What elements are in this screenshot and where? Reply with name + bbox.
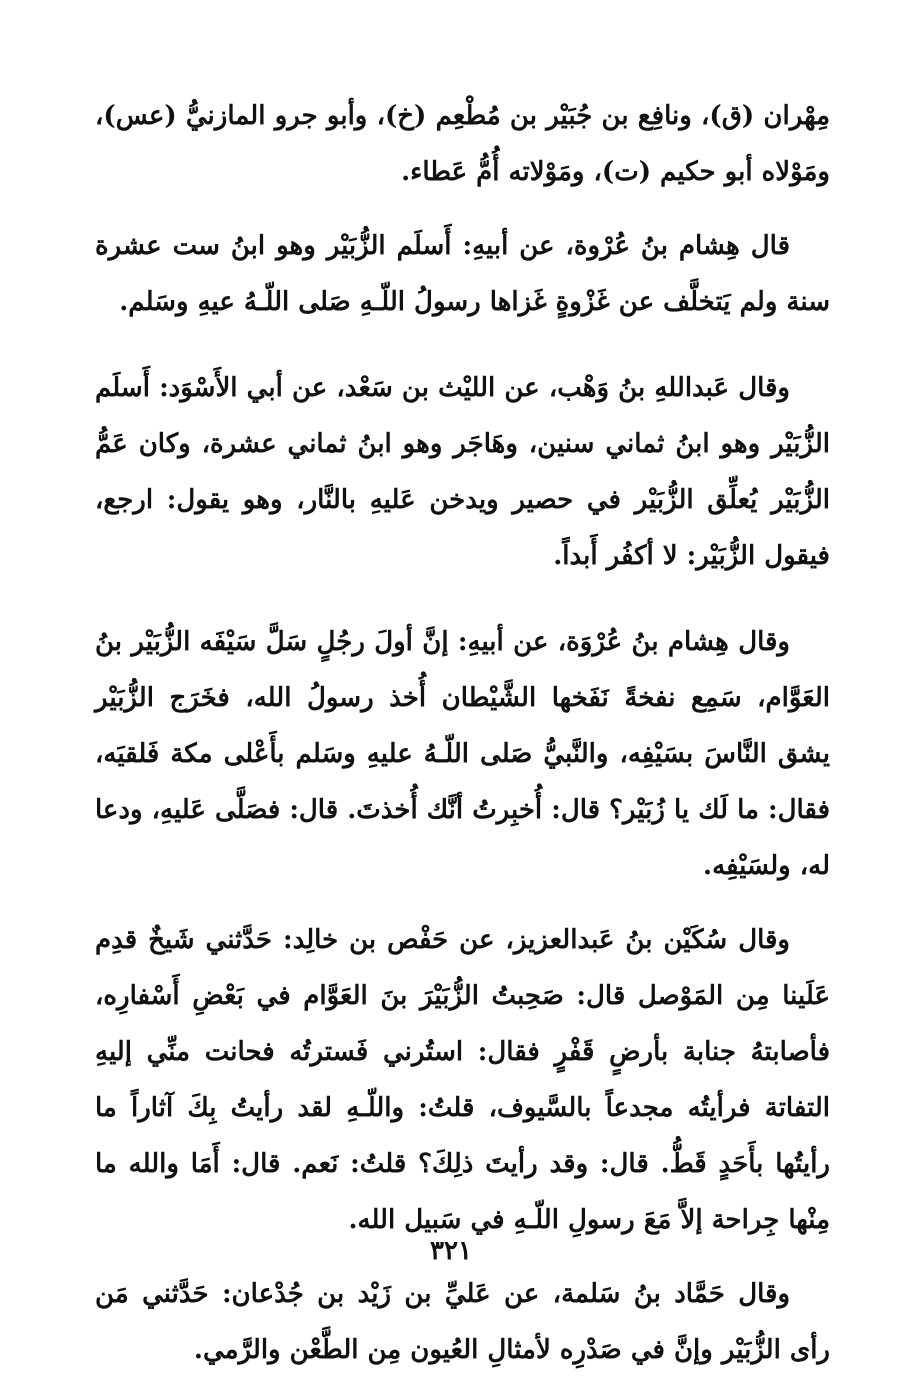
paragraph-6: وقال حَمَّاد بنُ سَلمة، عن عَليِّ بن زَيْد بن جُدْعان: حَدَّثني مَن رأى الزُّبَيْر وإنَّ في صَدْرِه لأمثالِ العُيون مِن الطَّعْن والرَّمي. <box>95 1279 830 1365</box>
paragraph-5: وقال سُكَيْن بنُ عَبدالعزيز، عن حَفْص بن خالِد: حَدَّثني شَيخٌ قدِم عَلَينا مِن المَوْصل قال: صَحِبتُ الزُّبَيْرَ بنَ العَوَّام في بَعْضِ أَسْفارِه، فأصابتهُ جنابة بأرضٍ قَفْرٍ فقال: استُرني فَسترتُه فحانت منِّي إليهِ التفاتة فرأيتُه مجدعاً بالسَّيوف، قلتُ: واللّـهِ لقد رأيتُ بِكَ آثاراً ما رأيتُها بأَحَدٍ قَطُّ. قال: وقد رأيتَ ذلِكَ؟ قلتُ: نَعم. قال: أَمَا والله ما مِنْها جِراحة إلاَّ مَعَ رسولِ اللّـهِ في سَبيل الله. <box>95 925 830 1235</box>
paragraph-2: قال هِشام بنُ عُرْوة، عن أبيهِ: أَسلَم الزُّبَيْر وهو ابنُ ست عشرة سنة ولم يَتخلَّف عن غَزْوةٍ غَزاها رسولُ اللّـهِ صَلى اللّـهُ عيهِ وسَلم. <box>95 231 830 317</box>
paragraph-1: مِهْران (ق)، ونافِع بن جُبَيْر بن مُطْعِم (خ)، وأبو جرو المازنيُّ (عس)، ومَوْلاه أبو حكيم (ت)، ومَوْلاته أُمُّ عَطاء. <box>95 101 830 187</box>
page-number: ٣٢١ <box>430 1236 472 1266</box>
paragraph-3: وقال عَبداللهِ بنُ وَهْب، عن الليْث بن سَعْد، عن أبي الأَسْوَد: أَسلَم الزُّبَيْر وهو ابنُ ثماني سنين، وهَاجَر وهو ابنُ ثماني عشرة، وكان عَمُّ الزُّبَيْر يُعلِّق الزُّبَيْر في حصير ويدخن عَليهِ بالنَّار، وهو يقول: ارجع، فيقول الزُّبَيْر: لا أكفُر أَبداً. <box>95 373 830 571</box>
page-body <box>95 88 830 1378</box>
paragraph-4: وقال هِشام بنُ عُرْوَة، عن أبيهِ: إنَّ أولَ رجُلٍ سَلَّ سَيْفَه الزُّبَيْر بنُ العَوَّام، سَمِع نفخةً نَفَخها الشَّيْطان أُخذ رسولُ الله، فخَرَج الزُّبَيْر يشق النَّاسَ بسَيْفِه، والنَّبيُّ صَلى اللّـهُ عليهِ وسَلم بأَعْلى مكة فَلقيَه، فقال: ما لَك يا زُبَيْر؟ قال: أُخبِرتُ أنَّك أُخذتَ. قال: فصَلَّى عَليهِ، ودعا له، ولسَيْفِه. <box>95 627 830 881</box>
